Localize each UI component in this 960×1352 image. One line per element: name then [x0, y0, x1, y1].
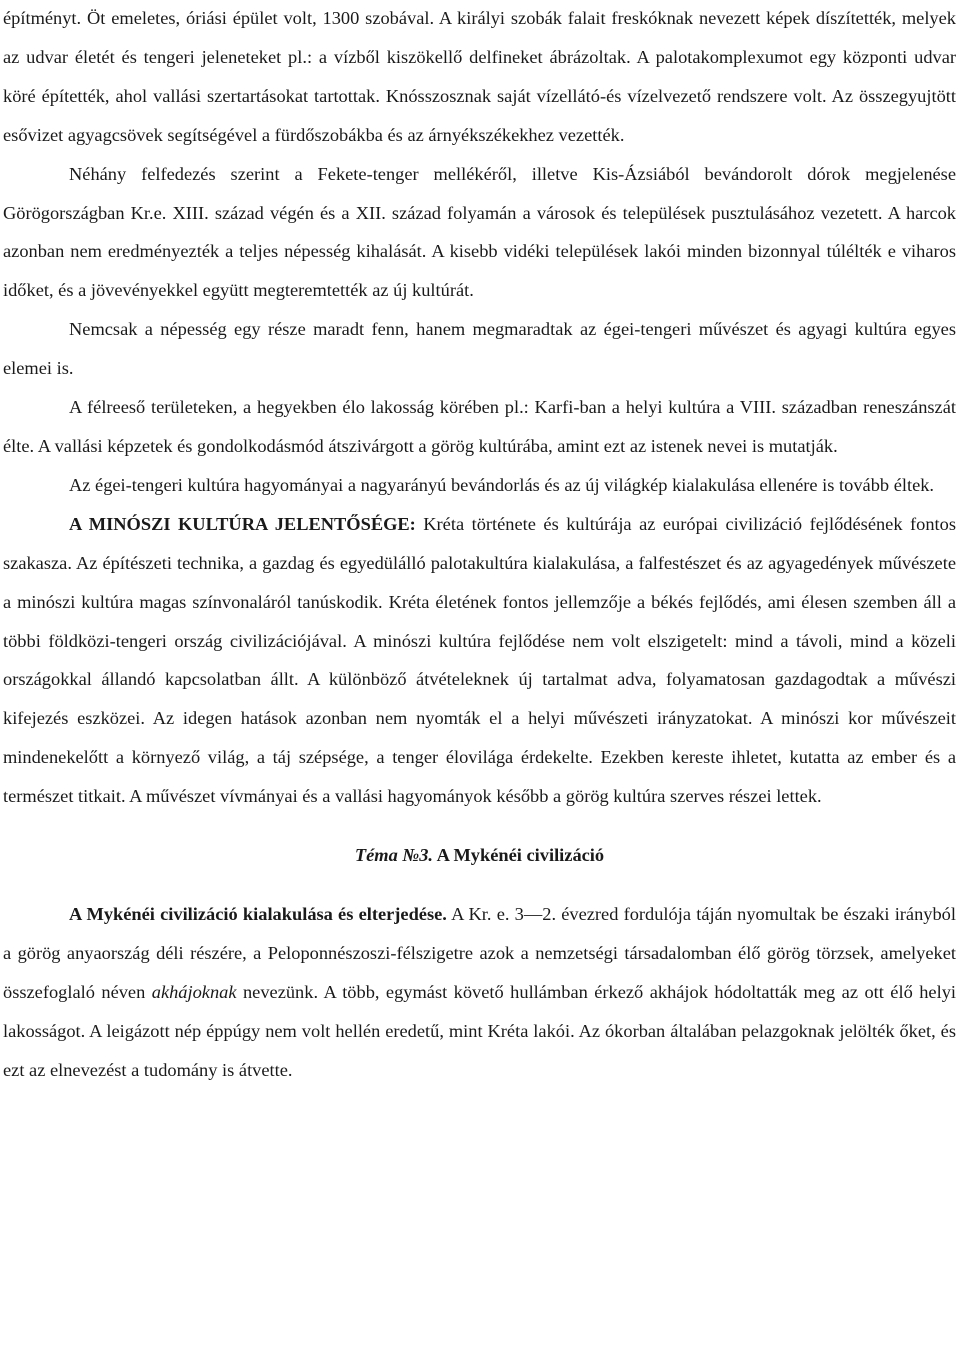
document-page	[3, 0, 956, 1089]
mycenaean-origin-text-a: A Kr. e. 3—2. évezred fordulója táján nyomultak be északi irányból a görög anyaország déli részére, a Peloponnészoszi-félszigetre azok a nemzetségi társadalomban élő görög törzsek, amelyeket összefoglaló néven	[3, 903, 956, 1002]
paragraph-remote-areas: A félreeső területeken, a hegyekben élo lakosság körében pl.: Karfi-ban a helyi kultúra a VIII. században reneszánszát élte. A vallási képzetek és gondolkodásmód átszivárgott a görög kultúrába, amint ezt az istenek nevei is mutatják.	[3, 397, 956, 456]
paragraph-mycenaean-origin	[3, 895, 956, 1090]
paragraph-traditions: Az égei-tengeri kultúra hagyományai a nagyarányú bevándorlás és az új világkép kialakulása ellenére is tovább éltek.	[69, 474, 935, 495]
minoan-significance-heading: A MINÓSZI KULTÚRA JELENTŐSÉGE:	[69, 513, 416, 534]
paragraph-palace: építményt. Öt emeletes, óriási épület volt, 1300 szobával. A királyi szobák falait freskóknak nevezett képek díszítették, melyek az udvar életét és tengeri jeleneteket pl.: a vízből kiszökellő delfineket ábrázoltak. A palotakomplexumot egy központi udvar köré építették, ahol vallási szertartásokat tartottak. Knósszosznak saját vízellátó-és vízelvezető rendszere volt. Az összegyujtött esővizet agyagcsövek segítségével a fürdőszobákba és az árnyékszékekhez vezették.	[3, 8, 956, 145]
mycenaean-origin-heading: A Mykénéi civilizáció kialakulása és elterjedése.	[69, 903, 447, 924]
mycenaean-origin-italic-term: akhájoknak	[151, 981, 237, 1002]
section-title-text: A Mykénéi civilizáció	[433, 845, 605, 866]
minoan-significance-text: Kréta története és kultúrája az európai civilizáció fejlődésének fontos szakasza. Az építészeti technika, a gazdag és egyedülálló palotakultúra kialakulása, a falfestészet és az agyagedények művészete a minószi kultúra magas színvonaláról tanúskodik. Kréta életének fontos jellemzője a békés fejlődés, ami élesen szemben áll a többi földközi-tengeri ország civilizációjával. A minószi kultúra fejlődése nem volt elszigetelt: mind a távoli, mind a közeli országokkal állandó kapcsolatban állt. A különböző átvételeknek új tartalmat adva, folyamatosan gazdagodtak a művészi kifejezés eszközei. Az idegen hatások azonban nem nyomták el a helyi művészeti irányzatokat. A minószi kor művészeit mindenekelőtt a környező világ, a táj szépsége, a tenger élovilága érdekelte. Ezekben kereste ihletet, kutatta az ember és a természet titkait. A művészet vívmányai és a vallási hagyományok később a görög kultúra szerves részei lettek.	[3, 513, 956, 807]
section-title	[3, 836, 956, 875]
paragraph-survival: Nemcsak a népesség egy része maradt fenn, hanem megmaradtak az égei-tengeri művészet és agyagi kultúra egyes elemei is.	[3, 319, 956, 379]
section-title-number: Téma №3.	[354, 845, 433, 866]
paragraph-minoan-significance	[3, 505, 956, 816]
mycenaean-origin-text-b: nevezünk. A több, egymást követő hullámban érkező akhájok hódoltatták meg az ott élő helyi lakosságot. A leigázott nép éppúgy nem volt hellén eredetű, mint Kréta lakói. Az ókorban általában pelazgoknak jelölték őket, és ezt az elnevezést a tudomány is átvette.	[3, 981, 956, 1080]
paragraph-dorians: Néhány felfedezés szerint a Fekete-tenger mellékéről, illetve Kis-Ázsiából bevándorolt dórok megjelenése Görögországban Kr.e. XIII. század végén és a XII. század folyamán a városok és települések pusztulásához vezetett. A harcok azonban nem eredményezték a teljes népesség kihalását. A kisebb vidéki települések lakói minden bizonnyal túlélték e viharos időket, és a jövevényekkel együtt megteremtették az új kultúrát.	[3, 163, 956, 301]
